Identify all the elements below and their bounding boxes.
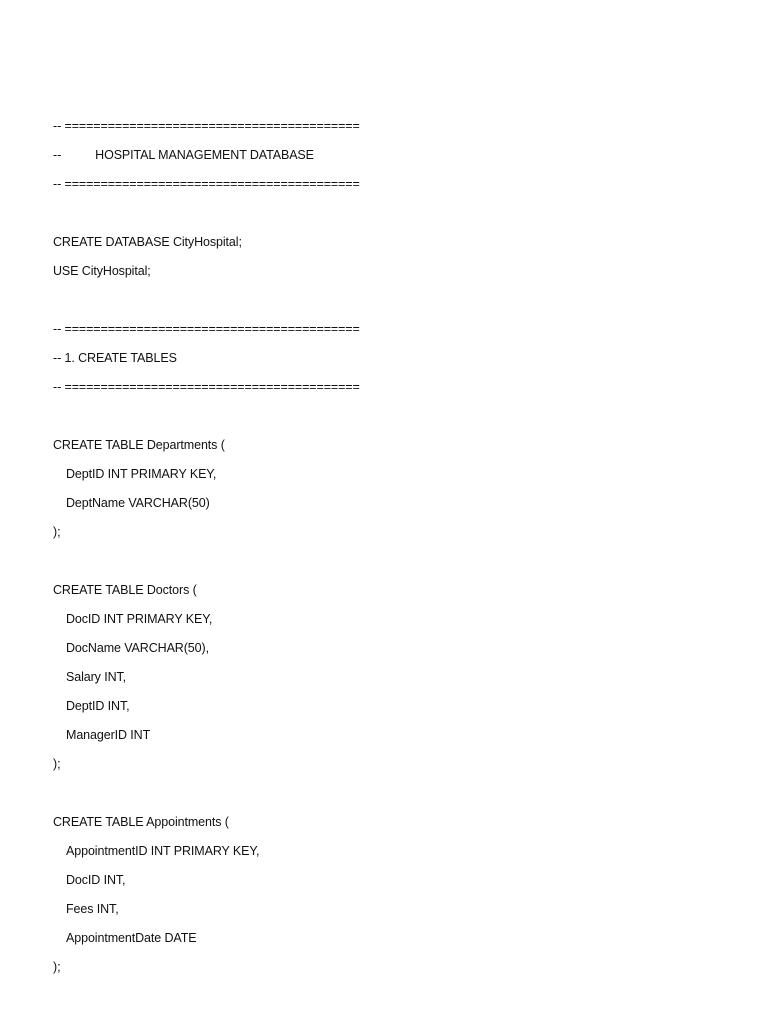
column-definition: DocName VARCHAR(50), xyxy=(66,641,209,655)
sql-script xyxy=(53,115,713,985)
table-close: ); xyxy=(53,757,61,771)
document-title-line xyxy=(53,144,713,173)
column-definition: AppointmentDate DATE xyxy=(66,931,197,945)
create-table-doctors: CREATE TABLE Doctors ( xyxy=(53,583,197,597)
column-definition: ManagerID INT xyxy=(66,728,151,742)
column-definition: DocID INT, xyxy=(66,873,126,887)
create-table-appointments: CREATE TABLE Appointments ( xyxy=(53,815,229,829)
column-definition: DeptID INT, xyxy=(66,699,130,713)
table-close: ); xyxy=(53,960,61,974)
comment-rule: -- ========================================= xyxy=(53,119,360,133)
use-database-statement: USE CityHospital; xyxy=(53,264,151,278)
comment-rule: -- ========================================= xyxy=(53,380,360,394)
table-close: ); xyxy=(53,525,61,539)
comment-rule: -- ========================================= xyxy=(53,322,360,336)
column-definition: DeptName VARCHAR(50) xyxy=(66,496,210,510)
column-definition: Salary INT, xyxy=(66,670,127,684)
create-database-statement: CREATE DATABASE CityHospital; xyxy=(53,235,242,249)
column-definition: AppointmentID INT PRIMARY KEY, xyxy=(66,844,260,858)
column-definition: DocID INT PRIMARY KEY, xyxy=(66,612,213,626)
comment-marker: -- xyxy=(53,148,62,162)
create-table-departments: CREATE TABLE Departments ( xyxy=(53,438,225,452)
column-definition: Fees INT, xyxy=(66,902,119,916)
section-heading: -- 1. CREATE TABLES xyxy=(53,351,177,365)
comment-rule: -- ========================================= xyxy=(53,177,360,191)
document-title: HOSPITAL MANAGEMENT DATABASE xyxy=(95,148,314,162)
column-definition: DeptID INT PRIMARY KEY, xyxy=(66,467,217,481)
